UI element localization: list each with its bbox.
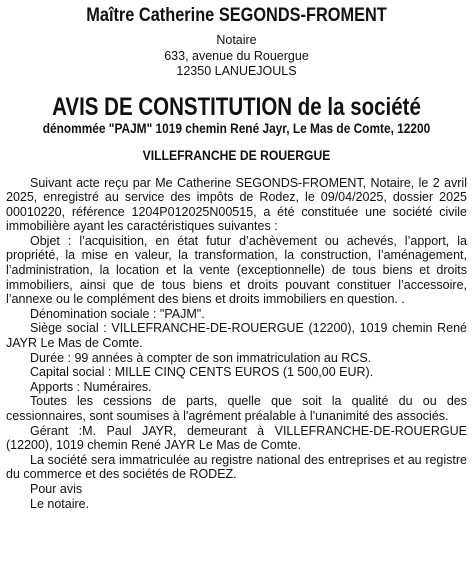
paragraph-signature: Le notaire. [30,496,90,511]
notary-title: Notaire [216,33,257,47]
notice-body [6,176,467,512]
paragraph-contributions: Apports : Numéraires. [30,379,152,394]
paragraph-capital: Capital social : MILLE CINQ CENTS EUROS (1 500,00 EUR). [30,365,374,380]
paragraph-manager: Gérant :M. Paul JAYR, demeurant à VILLEFRANCHE-DE-ROUERGUE (12200), 1019 chemin René JAYR Le Mas de Comte. [6,423,467,453]
paragraph-object: Objet : l’acquisition, en état futur d’achèvement ou achevés, l’apport, la propriété, la mise en valeur, la transformation, la construction, l’aménagement, l’administration, la location et la vente (exceptionnelle) de tous biens et droits immobiliers, ainsi que de tous biens et droits pouvant constituer l’accessoire, l’annexe ou le complément des biens et droits immobiliers en question. . [6,233,467,307]
notary-name: Maître Catherine SEGONDS-FROMENT [86,5,387,26]
notary-address-block [6,33,467,80]
notice-title: AVIS DE CONSTITUTION de la société [52,92,421,121]
address-line-1: 633, avenue du Rouergue [164,48,309,63]
paragraph-transfers: Toutes les cessions de parts, quelle que soit la qualité du ou des cessionnaires, sont soumises à l'agrément préalable à l'unanimité des associés. [6,394,467,423]
paragraph-registration: La société sera immatriculée au registre national des entreprises et au registre du commerce et des sociétés de RODEZ. [6,452,467,482]
notice-city: VILLEFRANCHE DE ROUERGUE [142,147,331,163]
paragraph-duration: Durée : 99 années à compter de son immatriculation au RCS. [30,350,372,365]
paragraph-seat: Siège social : VILLEFRANCHE-DE-ROUERGUE (12200), 1019 chemin René JAYR Le Mas de Comte. [6,321,467,351]
notice-subtitle: dénommée "PAJM" 1019 chemin René Jayr, Le Mas de Comte, 12200 [42,120,431,136]
paragraph-for-notice: Pour avis [30,481,83,496]
paragraph-name: Dénomination sociale : "PAJM". [30,306,205,321]
paragraph-deed: Suivant acte reçu par Me Catherine SEGONDS-FROMENT, Notaire, le 2 avril 2025, enregistré au service des impôts de Rodez, le 09/04/2025, dossier 2025 00010220, référence 1204P012025N00515, a été constituée une société civile immobilière ayant les caractéristiques suivantes : [6,175,467,234]
address-line-2: 12350 LANUEJOULS [176,64,297,78]
